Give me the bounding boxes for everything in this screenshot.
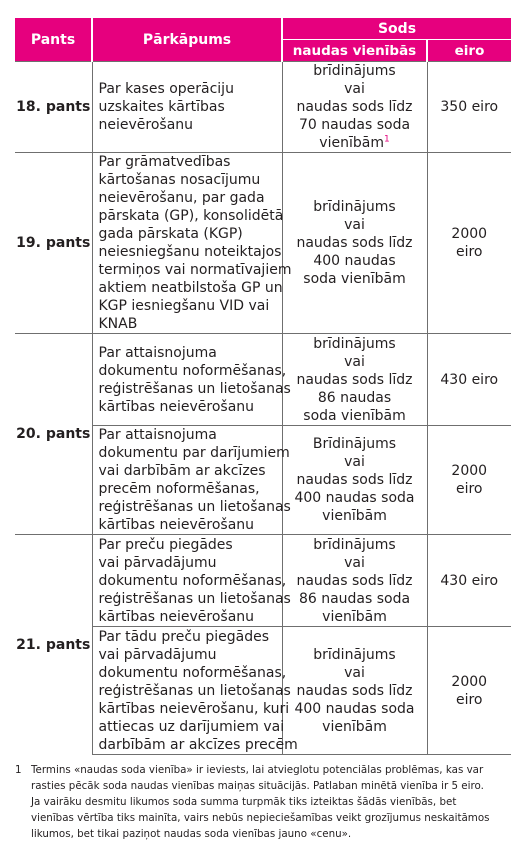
header-units: naudas vienībās [282, 40, 427, 62]
footnote [15, 762, 511, 842]
violation-cell: Par tādu preču piegādes vai pārvadājumu dokumentu noformēšanas, reģistrēšanas un lietošanas kārtības neievērošanu, kuri attiecas uz darījumiem vai darbībām ar akcīzes precēm [92, 627, 282, 755]
table-row [15, 62, 511, 153]
violation-cell: Par grāmatvedības kārtošanas nosacījumu neievērošanu, par gada pārskata (GP), konsolidētā gada pārskata (KGP) neiesniegšanu noteiktajos termiņos vai normatīvajiem aktiem neatbilstoša GP un KGP iesniegšanu VID vai KNAB [92, 153, 282, 334]
euro-cell: 430 eiro [427, 334, 511, 426]
header-article: Pants [15, 18, 92, 62]
fine-cell: brīdinājums vai naudas sods līdz 86 naudas soda vienībām [282, 535, 427, 627]
footnote-marker: 1 [383, 134, 390, 145]
article-cell: 18. pants [15, 62, 92, 153]
header-violation: Pārkāpums [92, 18, 282, 62]
footnote-text: Termins «naudas soda vienība» ir ieviests, lai atvieglotu potenciālas problēmas, kas var rasties pēcāk soda naudas vienības maiņas situācijās. Patlaban minētā vienība ir 5 eiro. Ja vairāku desmitu likumos soda summa turpmāk tiks izteiktas šādās vienībās, bet vienības vērtība tiks mainīta, vairs nebūs nepieciešamības veikt grozījumus neskaitāmos likumos, bet tikai paziņot naudas soda vienības jauno «cenu». [31, 764, 490, 840]
euro-cell: 2000 eiro [427, 627, 511, 755]
header-euro: eiro [427, 40, 511, 62]
euro-cell: 2000 eiro [427, 153, 511, 334]
footnote-number: 1 [15, 764, 22, 776]
euro-cell: 350 eiro [427, 62, 511, 153]
fine-cell: brīdinājums vai naudas sods līdz 400 naudas soda vienībām [282, 153, 427, 334]
table-row [15, 535, 511, 627]
table-row [15, 153, 511, 334]
header-penalty: Sods [282, 18, 511, 40]
penalty-table [15, 18, 511, 755]
violation-cell: Par kases operāciju uzskaites kārtības neievērošanu [92, 62, 282, 153]
fine-cell: brīdinājums vai naudas sods līdz 400 naudas soda vienībām [282, 627, 427, 755]
euro-cell: 2000 eiro [427, 426, 511, 535]
article-cell: 19. pants [15, 153, 92, 334]
fine-cell: brīdinājums vai naudas sods līdz 86 naudas soda vienībām [282, 334, 427, 426]
table-row [15, 334, 511, 426]
violation-cell: Par attaisnojuma dokumentu par darījumiem vai darbībām ar akcīzes precēm noformēšanas, reģistrēšanas un lietošanas kārtības neievērošanu [92, 426, 282, 535]
article-cell: 21. pants [15, 535, 92, 755]
fine-cell: Brīdinājums vai naudas sods līdz 400 naudas soda vienībām [282, 426, 427, 535]
violation-cell: Par preču piegādes vai pārvadājumu dokumentu noformēšanas, reģistrēšanas un lietošanas kārtības neievērošanu [92, 535, 282, 627]
article-cell: 20. pants [15, 334, 92, 535]
euro-cell: 430 eiro [427, 535, 511, 627]
violation-cell: Par attaisnojuma dokumentu noformēšanas, reģistrēšanas un lietošanas kārtības neievērošanu [92, 334, 282, 426]
fine-cell: brīdinājums vai naudas sods līdz 70 naudas soda vienībām$^1$ [282, 62, 427, 153]
